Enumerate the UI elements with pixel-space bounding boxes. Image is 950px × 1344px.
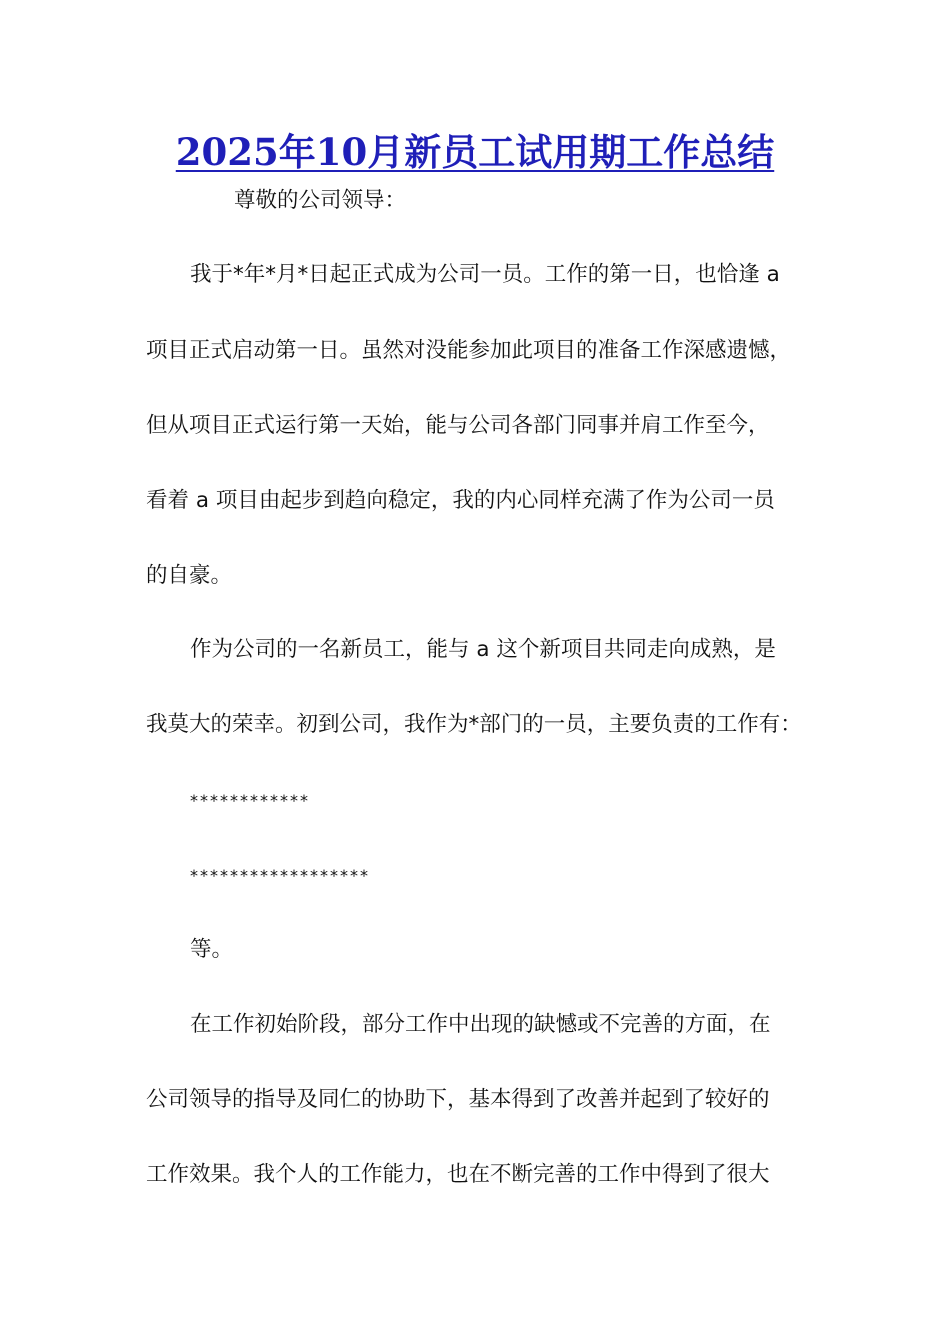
salutation: 尊敬的公司领导：: [234, 188, 407, 213]
paragraph-line: 我于*年*月*日起正式成为公司一员。工作的第一日，也恰逢 a: [190, 262, 780, 287]
paragraph-line: 的自豪。: [146, 563, 233, 588]
paragraph-line: 工作效果。我个人的工作能力，也在不断完善的工作中得到了很大: [146, 1162, 770, 1187]
paragraph-line: 但从项目正式运行第一天始，能与公司各部门同事并肩工作至今，: [146, 413, 770, 438]
placeholder-stars: ************: [190, 791, 310, 810]
document-title: 2025年10月新员工试用期工作总结: [175, 130, 775, 174]
paragraph-line: 我莫大的荣幸。初到公司，我作为*部门的一员，主要负责的工作有：: [146, 712, 802, 737]
paragraph-line: 看着 a 项目由起步到趋向稳定，我的内心同样充满了作为公司一员: [146, 488, 775, 513]
paragraph-line: 公司领导的指导及同仁的协助下，基本得到了改善并起到了较好的: [146, 1087, 770, 1112]
placeholder-stars: ******************: [190, 866, 370, 885]
paragraph-line: 在工作初始阶段，部分工作中出现的缺憾或不完善的方面，在: [190, 1012, 771, 1037]
paragraph-line: 作为公司的一名新员工，能与 a 这个新项目共同走向成熟，是: [190, 637, 776, 662]
paragraph-line: 等。: [190, 937, 234, 962]
paragraph-line: 项目正式启动第一日。虽然对没能参加此项目的准备工作深感遗憾，: [146, 338, 792, 363]
